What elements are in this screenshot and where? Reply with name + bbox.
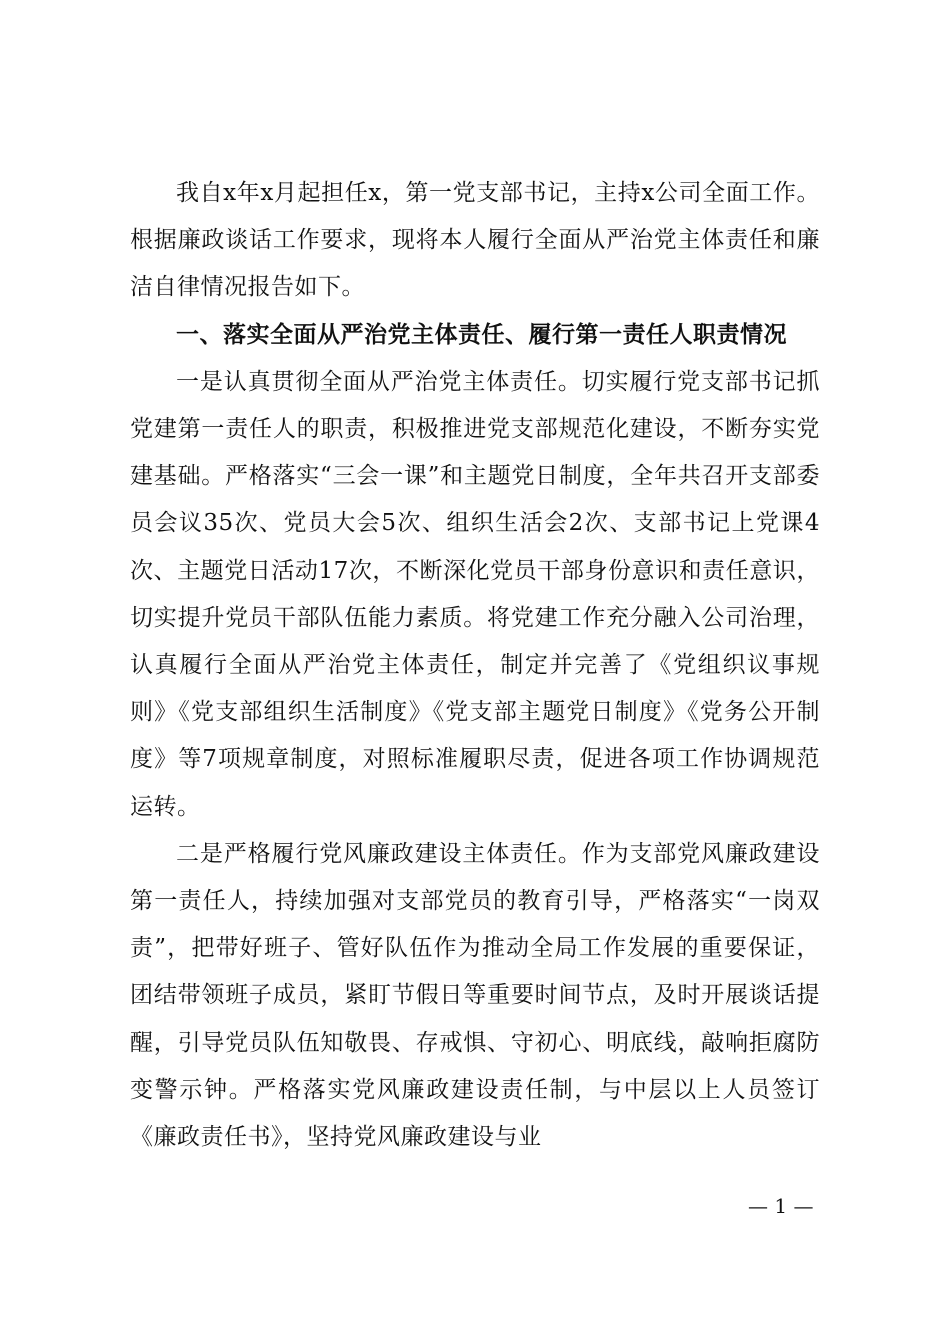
intro-paragraph: 我自x年x月起担任x，第一党支部书记，主持x公司全面工作。根据廉政谈话工作要求，现将本人履行全面从严治党主体责任和廉洁自律情况报告如下。 [130, 180, 820, 301]
document-body [130, 170, 820, 1161]
section-heading-1: 一、落实全面从严治党主体责任、履行第一责任人职责情况 [176, 321, 787, 348]
body-paragraph-2: 二是严格履行党风廉政建设主体责任。作为支部党风廉政建设第一责任人，持续加强对支部党员的教育引导，严格落实“一岗双责”，把带好班子、管好队伍作为推动全局工作发展的重要保证，团结带领班子成员，紧盯节假日等重要时间节点，及时开展谈话提醒，引导党员队伍知敬畏、存戒惧、守初心、明底线，敲响拒腐防变警示钟。严格落实党风廉政建设责任制，与中层以上人员签订《廉政责任书》，坚持党风廉政建设与业 [130, 840, 820, 1151]
page-number: — 1 — [748, 1194, 814, 1218]
body-paragraph-1: 一是认真贯彻全面从严治党主体责任。切实履行党支部书记抓党建第一责任人的职责，积极推进党支部规范化建设，不断夯实党建基础。严格落实“三会一课”和主题党日制度，全年共召开支部委员会议35次、党员大会5次、组织生活会2次、支部书记上党课4次、主题党日活动17次，不断深化党员干部身份意识和责任意识，切实提升党员干部队伍能力素质。将党建工作充分融入公司治理，认真履行全面从严治党主体责任，制定并完善了《党组织议事规则》《党支部组织生活制度》《党支部主题党日制度》《党务公开制度》等7项规章制度，对照标准履职尽责，促进各项工作协调规范运转。 [130, 368, 820, 820]
